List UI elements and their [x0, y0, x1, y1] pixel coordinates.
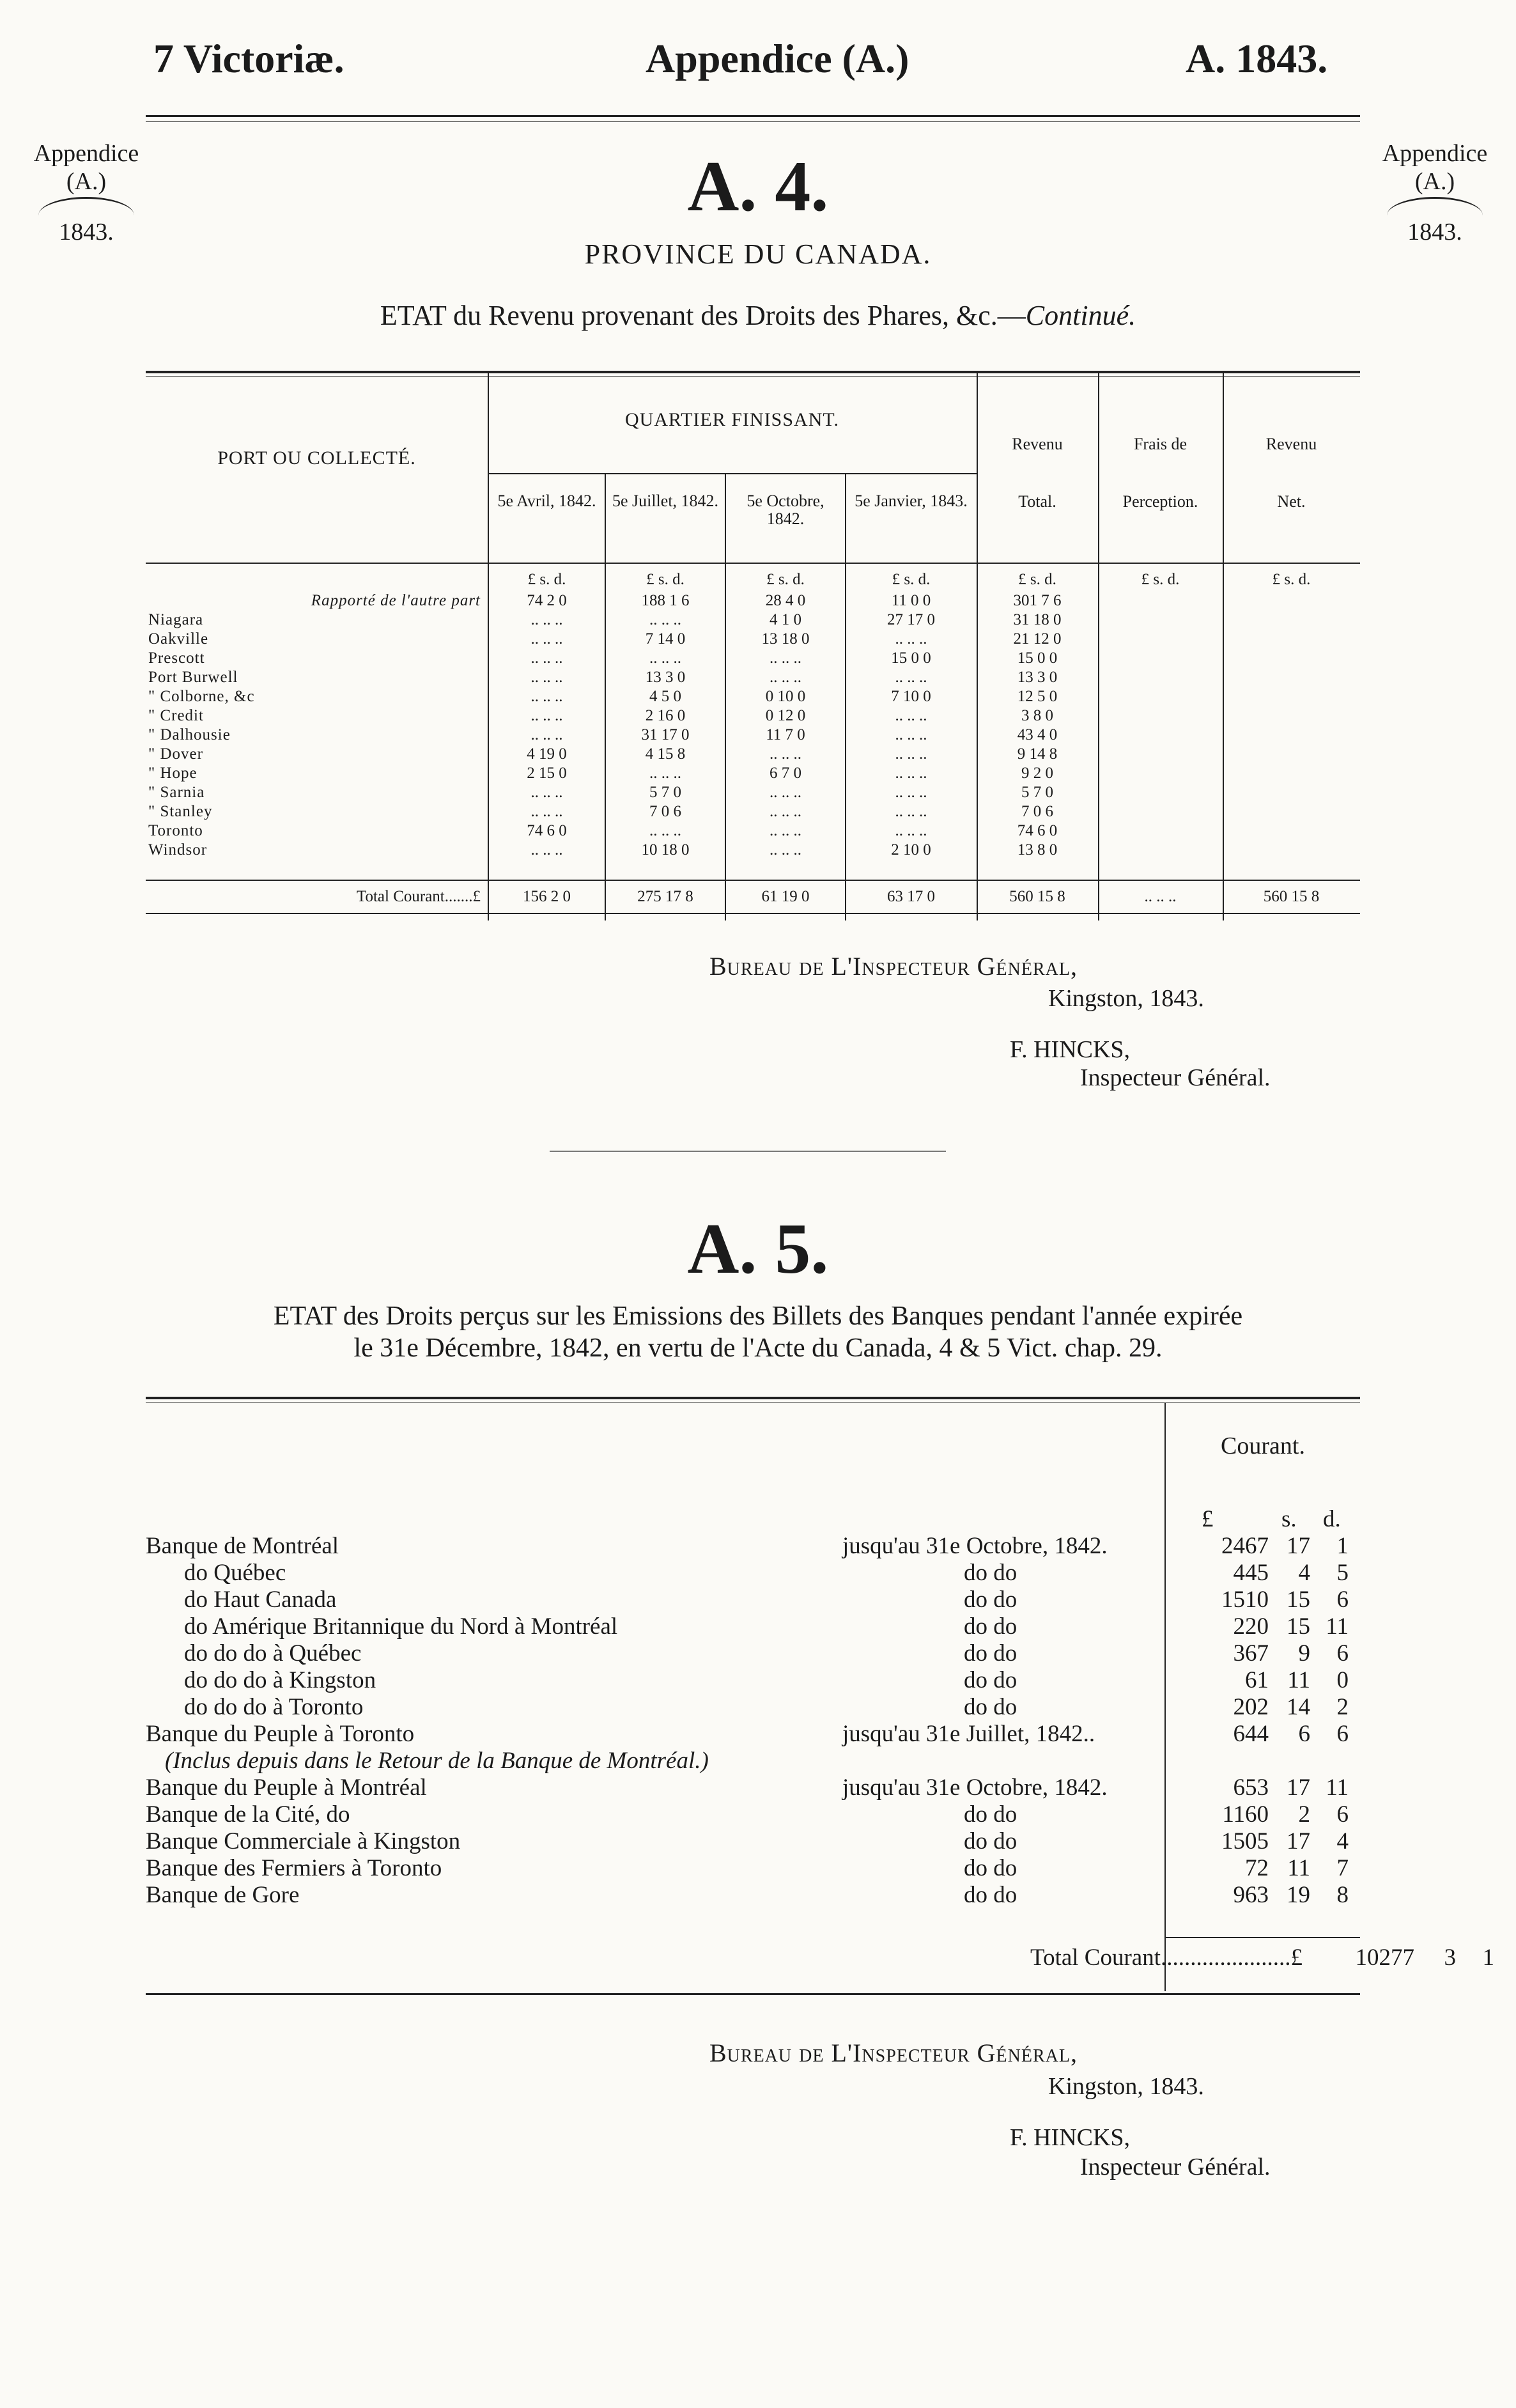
row-q4: .. .. .. — [895, 765, 927, 782]
header-rule — [146, 115, 1360, 117]
total-total: 560 15 8 — [1009, 888, 1065, 905]
bank-d: 6 — [1336, 1587, 1349, 1613]
row-q3: .. .. .. — [770, 649, 801, 667]
row-q1: .. .. .. — [530, 611, 563, 628]
row-q3: 4 1 0 — [770, 611, 801, 628]
row-total: 74 6 0 — [1017, 822, 1058, 839]
table-row — [146, 630, 1360, 648]
row-q4: .. .. .. — [895, 669, 927, 686]
bank-period: jusqu'au 31e Octobre, 1842. — [842, 1775, 1108, 1801]
bank-l: 367 — [1233, 1640, 1269, 1666]
row-port: Oakville — [148, 630, 209, 648]
table-row — [146, 668, 1360, 687]
table-row — [146, 783, 1360, 802]
row-q3: .. .. .. — [770, 745, 801, 763]
row-total: 7 0 6 — [1021, 803, 1053, 820]
a5-sig-office: Bureau de L'Inspecteur Général, — [709, 2039, 1078, 2067]
a5-col-header: Courant. — [1221, 1433, 1305, 1459]
row-total: 3 8 0 — [1021, 707, 1053, 724]
row-q3: .. .. .. — [770, 803, 801, 820]
bank-bank: Banque de Gore — [146, 1882, 300, 1908]
list-item — [146, 1533, 1360, 1560]
bank-s: 17 — [1287, 1533, 1310, 1559]
row-q3: .. .. .. — [770, 784, 801, 801]
bank-l: 963 — [1233, 1882, 1269, 1908]
bank-period: do do — [964, 1587, 1017, 1613]
a4-title: ETAT du Revenu provenant des Droits des Phares, &c.—Continué. — [380, 300, 1136, 331]
a5-title-1: ETAT des Droits perçus sur les Emissions des Billets des Banques pendant l'année expirée — [273, 1301, 1243, 1331]
lsd-row: £ s. d. £ s. d. £ s. d. £ s. d. £ s. d. £ s. d. £ s. d. — [527, 571, 1311, 588]
bank-period: do do — [964, 1613, 1017, 1640]
a5-title-2: le 31e Décembre, 1842, en vertu de l'Acte du Canada, 4 & 5 Vict. chap. 29. — [353, 1333, 1163, 1363]
row-q2: 5 7 0 — [649, 784, 681, 801]
list-item — [146, 1828, 1360, 1855]
bank-s: 17 — [1287, 1775, 1310, 1801]
bank-d: 0 — [1336, 1667, 1349, 1693]
row-q4: .. .. .. — [895, 822, 927, 839]
bank-s: 11 — [1287, 1667, 1310, 1693]
bank-bank: Banque de la Cité, do — [146, 1801, 350, 1828]
row-q3: 6 7 0 — [770, 765, 801, 782]
section-divider — [550, 1151, 946, 1152]
row-q2: 188 1 6 — [641, 592, 690, 609]
row-q1: .. .. .. — [530, 803, 563, 820]
row-port: Niagara — [148, 611, 204, 628]
a4-table — [146, 371, 1360, 920]
bank-l: 1160 — [1222, 1801, 1269, 1828]
col-q4: 5e Janvier, 1843. — [855, 492, 968, 510]
table-row — [146, 610, 1360, 629]
a5-total-l: 10277 — [1355, 1945, 1414, 1971]
row-q2: 2 16 0 — [645, 707, 686, 724]
a4-sig-office: Bureau de L'Inspecteur Général, — [709, 952, 1078, 981]
bank-s: 15 — [1287, 1587, 1310, 1613]
side-note-left: Appendice (A.) 1843. — [33, 140, 139, 245]
table-row — [146, 591, 1360, 610]
row-q2: 13 3 0 — [645, 669, 686, 686]
list-item — [146, 1613, 1360, 1640]
row-total: 301 7 6 — [1013, 592, 1062, 609]
a5-total-row — [146, 1945, 1494, 1971]
a5-lsd-s: s. — [1281, 1506, 1297, 1532]
bank-period: do do — [964, 1882, 1017, 1908]
table-row — [146, 706, 1360, 725]
row-total: 9 14 8 — [1017, 745, 1058, 763]
list-item — [146, 1855, 1360, 1882]
bank-l: 72 — [1245, 1855, 1269, 1881]
bank-d: 8 — [1336, 1882, 1349, 1908]
row-q4: .. .. .. — [895, 726, 927, 743]
header-right: A. 1843. — [1186, 36, 1328, 81]
row-total: 21 12 0 — [1013, 630, 1062, 648]
bank-s: 15 — [1287, 1613, 1310, 1640]
row-port: Port Burwell — [148, 669, 238, 686]
bank-bank: do do do à Toronto — [184, 1694, 364, 1720]
total-q1: 156 2 0 — [523, 888, 571, 905]
col-frais-b: Perception. — [1122, 492, 1198, 511]
side-note-right: Appendice (A.) 1843. — [1382, 140, 1488, 245]
col-q3: 5e Octobre, 1842. — [746, 492, 824, 528]
a5-bottom-rule — [146, 1993, 1360, 1995]
bank-period: do do — [964, 1560, 1017, 1586]
a5-top-rule — [146, 1397, 1360, 1399]
bank-l: 445 — [1233, 1560, 1269, 1586]
a4-sig-place: Kingston, 1843. — [1048, 985, 1204, 1012]
table-row — [146, 802, 1360, 821]
bank-d: 2 — [1336, 1694, 1349, 1720]
row-total: 15 0 0 — [1017, 649, 1058, 667]
table-row — [146, 649, 1360, 667]
row-total: 9 2 0 — [1021, 765, 1053, 782]
list-item — [146, 1882, 1360, 1909]
bank-period: jusqu'au 31e Juillet, 1842.. — [842, 1721, 1095, 1747]
col-quartier: QUARTIER FINISSANT. — [625, 409, 839, 430]
list-item — [146, 1775, 1360, 1801]
row-q1: .. .. .. — [530, 630, 563, 648]
bank-l: 1510 — [1221, 1587, 1269, 1613]
bank-period: jusqu'au 31e Octobre, 1842. — [842, 1533, 1108, 1559]
table-row — [146, 687, 1360, 706]
row-q2: .. .. .. — [649, 765, 681, 782]
a5-total-rule — [1166, 1937, 1360, 1938]
list-item — [146, 1640, 1360, 1667]
row-port: " Stanley — [148, 803, 213, 820]
bank-bank: (Inclus depuis dans le Retour de la Banque de Montréal.) — [165, 1748, 709, 1774]
bank-l: 644 — [1233, 1721, 1269, 1747]
row-q3: .. .. .. — [770, 822, 801, 839]
a4-sig-name: F. HINCKS, — [1010, 1036, 1131, 1063]
a5-sig-place: Kingston, 1843. — [1048, 2073, 1204, 2100]
row-q2: .. .. .. — [649, 611, 681, 628]
row-q3: 28 4 0 — [765, 592, 806, 609]
bank-l: 220 — [1233, 1613, 1269, 1640]
bank-d: 6 — [1336, 1721, 1349, 1747]
bank-l: 61 — [1245, 1667, 1269, 1693]
bank-s: 14 — [1287, 1694, 1310, 1720]
table-row — [146, 821, 1360, 840]
bank-s: 9 — [1298, 1640, 1310, 1666]
bank-l: 2467 — [1221, 1533, 1269, 1559]
row-q2: 4 15 8 — [645, 745, 686, 763]
row-q3: 0 10 0 — [765, 688, 806, 705]
row-q2: 31 17 0 — [641, 726, 690, 743]
table-row — [146, 841, 1360, 859]
list-item — [146, 1560, 1360, 1587]
bank-l: 202 — [1233, 1694, 1269, 1720]
bank-d: 1 — [1336, 1533, 1349, 1559]
col-frais-a: Frais de — [1133, 435, 1187, 453]
bank-d: 4 — [1336, 1828, 1349, 1854]
table-row — [146, 745, 1360, 763]
col-net-a: Revenu — [1265, 435, 1317, 453]
list-item — [146, 1694, 1360, 1721]
bank-s: 6 — [1298, 1721, 1310, 1747]
row-port: Rapporté de l'autre part — [311, 592, 481, 609]
row-q4: .. .. .. — [895, 707, 927, 724]
row-q2: 4 5 0 — [649, 688, 681, 705]
a5-sig-title: Inspecteur Général. — [1080, 2154, 1271, 2180]
bank-d: 11 — [1326, 1613, 1349, 1640]
bank-bank: do do do à Kingston — [184, 1667, 376, 1693]
bank-bank: do Haut Canada — [184, 1587, 337, 1613]
row-q1: 74 6 0 — [527, 822, 567, 839]
header-center: Appendice (A.) — [646, 36, 909, 81]
bank-bank: Banque des Fermiers à Toronto — [146, 1855, 442, 1881]
row-q4: 7 10 0 — [891, 688, 931, 705]
col-port: PORT OU COLLECTÉ. — [217, 447, 416, 469]
row-port: " Dover — [148, 745, 203, 763]
total-net: 560 15 8 — [1263, 888, 1320, 905]
bank-d: 6 — [1336, 1801, 1349, 1828]
bank-s: 4 — [1298, 1560, 1310, 1586]
row-q4: .. .. .. — [895, 745, 927, 763]
a4-total-row — [146, 887, 1360, 906]
row-q1: .. .. .. — [530, 688, 563, 705]
bank-s: 11 — [1287, 1855, 1310, 1881]
header-left: 7 Victoriæ. — [153, 36, 344, 81]
bank-s: 19 — [1287, 1882, 1310, 1908]
total-q2: 275 17 8 — [637, 888, 693, 905]
row-q4: 15 0 0 — [891, 649, 931, 667]
row-total: 31 18 0 — [1013, 611, 1062, 628]
row-port: " Hope — [148, 765, 197, 782]
row-port: " Sarnia — [148, 784, 205, 801]
row-q2: 7 14 0 — [645, 630, 686, 648]
row-total: 12 5 0 — [1017, 688, 1058, 705]
row-q1: .. .. .. — [530, 649, 563, 667]
total-q4: 63 17 0 — [887, 888, 935, 905]
bank-period: do do — [964, 1640, 1017, 1666]
header-rule-thin — [146, 121, 1360, 122]
bank-l: 653 — [1233, 1775, 1269, 1801]
bank-bank: Banque du Peuple à Toronto — [146, 1721, 415, 1747]
list-item — [146, 1721, 1360, 1748]
row-q1: 74 2 0 — [527, 592, 567, 609]
a5-sig-name: F. HINCKS, — [1010, 2124, 1131, 2151]
row-q1: 4 19 0 — [527, 745, 567, 763]
a5-total-label: Total Courant......................£ — [1030, 1945, 1303, 1971]
row-port: " Dalhousie — [148, 726, 231, 743]
row-q4: .. .. .. — [895, 803, 927, 820]
bank-bank: do Amérique Britannique du Nord à Montréal — [184, 1613, 618, 1640]
bank-l: 1505 — [1221, 1828, 1269, 1854]
a4-heading: A. 4. — [687, 147, 829, 226]
a5-heading: A. 5. — [687, 1209, 829, 1289]
row-q1: .. .. .. — [530, 841, 563, 858]
bank-d: 6 — [1336, 1640, 1349, 1666]
total-label: Total Courant.......£ — [356, 888, 481, 905]
a5-lsd-d: d. — [1323, 1506, 1341, 1532]
total-frais: .. .. .. — [1144, 888, 1177, 905]
row-total: 5 7 0 — [1021, 784, 1053, 801]
bank-s: 2 — [1298, 1801, 1310, 1828]
row-q4: 2 10 0 — [891, 841, 931, 858]
row-total: 13 8 0 — [1017, 841, 1058, 858]
list-item — [146, 1667, 1360, 1694]
row-q1: .. .. .. — [530, 669, 563, 686]
row-q4: .. .. .. — [895, 784, 927, 801]
row-q1: .. .. .. — [530, 784, 563, 801]
bank-bank: Banque Commerciale à Kingston — [146, 1828, 461, 1854]
a5-total-d: 1 — [1482, 1945, 1494, 1971]
row-q3: 11 7 0 — [766, 726, 805, 743]
col-net-b: Net. — [1277, 492, 1306, 511]
bank-period: do do — [964, 1855, 1017, 1881]
row-q1: .. .. .. — [530, 726, 563, 743]
row-q3: .. .. .. — [770, 669, 801, 686]
table-row — [146, 726, 1360, 744]
col-q1: 5e Avril, 1842. — [497, 492, 596, 510]
row-port: " Colborne, &c — [148, 688, 255, 705]
list-item — [146, 1748, 1360, 1775]
col-total-b: Total. — [1018, 492, 1056, 511]
row-port: Toronto — [148, 822, 203, 839]
bank-period: do do — [964, 1828, 1017, 1854]
row-q1: .. .. .. — [530, 707, 563, 724]
a4-sig-title: Inspecteur Général. — [1080, 1064, 1271, 1091]
bank-d: 7 — [1336, 1855, 1349, 1881]
bank-bank: Banque du Peuple à Montréal — [146, 1775, 427, 1801]
row-port: " Credit — [148, 707, 204, 724]
bank-bank: do Québec — [184, 1560, 286, 1586]
a5-lsd-l: £ — [1202, 1506, 1214, 1532]
col-q2: 5e Juillet, 1842. — [612, 492, 719, 510]
bank-s: 17 — [1287, 1828, 1310, 1854]
row-q3: 0 12 0 — [765, 707, 806, 724]
row-q2: 10 18 0 — [641, 841, 690, 858]
row-q1: 2 15 0 — [527, 765, 567, 782]
list-item — [146, 1587, 1360, 1613]
bank-d: 11 — [1326, 1775, 1349, 1801]
row-q2: 7 0 6 — [649, 803, 681, 820]
row-total: 43 4 0 — [1017, 726, 1058, 743]
a4-province: PROVINCE DU CANADA. — [584, 238, 932, 270]
bank-bank: Banque de Montréal — [146, 1533, 339, 1559]
bank-period: do do — [964, 1801, 1017, 1828]
bank-period: do do — [964, 1667, 1017, 1693]
col-total-a: Revenu — [1012, 435, 1063, 453]
a5-total-s: 3 — [1444, 1945, 1456, 1971]
table-row — [146, 764, 1360, 782]
bank-bank: do do do à Québec — [184, 1640, 362, 1666]
row-total: 13 3 0 — [1017, 669, 1058, 686]
row-port: Windsor — [148, 841, 208, 858]
row-q4: 11 0 0 — [891, 592, 931, 609]
row-port: Prescott — [148, 649, 205, 667]
total-q3: 61 19 0 — [761, 888, 810, 905]
row-q3: 13 18 0 — [761, 630, 810, 648]
row-q2: .. .. .. — [649, 822, 681, 839]
bank-d: 5 — [1336, 1560, 1349, 1586]
list-item — [146, 1801, 1360, 1828]
row-q3: .. .. .. — [770, 841, 801, 858]
row-q4: 27 17 0 — [887, 611, 935, 628]
row-q2: .. .. .. — [649, 649, 681, 667]
bank-period: do do — [964, 1694, 1017, 1720]
row-q4: .. .. .. — [895, 630, 927, 648]
